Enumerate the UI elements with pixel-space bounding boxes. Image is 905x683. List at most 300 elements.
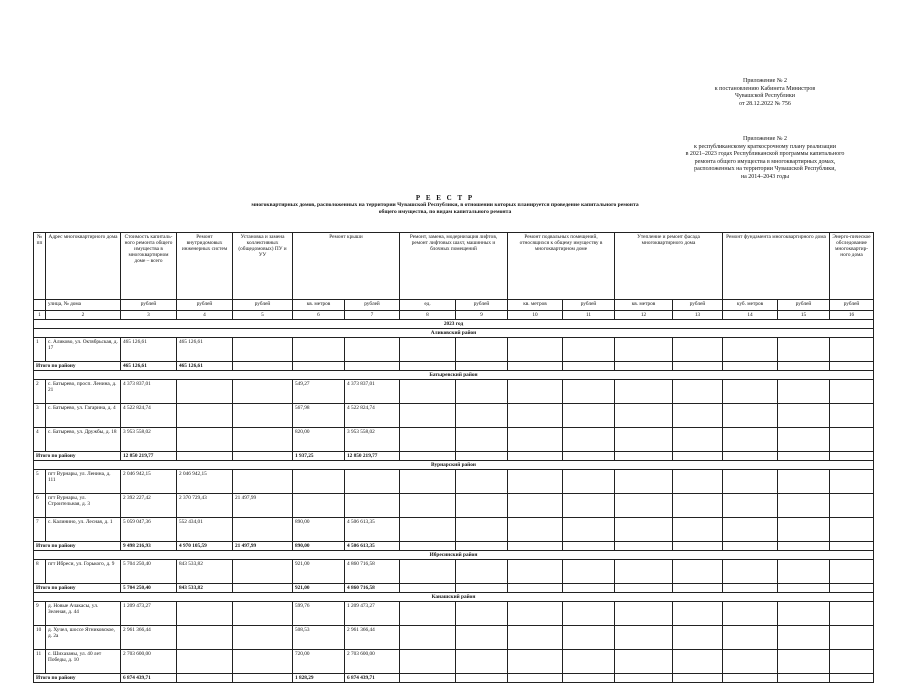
empty-cell	[830, 560, 874, 584]
empty-cell	[830, 584, 874, 593]
empty-cell	[615, 560, 673, 584]
district-total-label: Итого по району	[34, 452, 121, 461]
empty-cell	[508, 470, 563, 494]
engineering-cost-cell	[177, 428, 233, 452]
empty-cell	[563, 626, 615, 650]
district-name: Вурнарский район	[34, 461, 874, 470]
appendix-main-line: Приложение № 2	[743, 136, 787, 142]
table-header-row	[34, 233, 874, 300]
empty-cell	[673, 494, 723, 518]
meters-cost-cell	[233, 380, 293, 404]
empty-cell	[508, 602, 563, 626]
appendix-top-line: Приложение № 2	[743, 78, 787, 84]
empty-cell	[778, 494, 830, 518]
roof-cost-cell: 4 506 613,35	[345, 542, 400, 551]
district-total-label: Итого по району	[34, 584, 121, 593]
address-cell: с. Батырево, ул. Гагарина, д. 4	[46, 404, 121, 428]
roof-area-cell: 720,00	[293, 650, 345, 674]
empty-cell	[456, 518, 508, 542]
table-row	[34, 518, 874, 542]
unit-cell: кв. метров	[615, 300, 673, 311]
table-row	[34, 380, 874, 404]
empty-cell	[723, 674, 778, 683]
empty-cell	[830, 362, 874, 371]
empty-cell	[456, 494, 508, 518]
engineering-cost-cell	[177, 404, 233, 428]
district-name: Канашский район	[34, 593, 874, 602]
empty-cell	[830, 674, 874, 683]
column-number: 3	[121, 311, 177, 320]
engineering-cost-cell: 2 370 729,43	[177, 494, 233, 518]
col-header: Утепление и ремонт фасада многоквартирного дома	[615, 233, 723, 300]
district-name: Батыревский район	[34, 371, 874, 380]
district-row	[34, 461, 874, 470]
table-row	[34, 404, 874, 428]
total-cost-cell: 2 703 600,00	[121, 650, 177, 674]
district-total-row	[34, 584, 874, 593]
row-number: 9	[34, 602, 46, 626]
empty-cell	[778, 602, 830, 626]
engineering-cost-cell	[177, 380, 233, 404]
row-number: 3	[34, 404, 46, 428]
row-number: 5	[34, 470, 46, 494]
empty-cell	[456, 404, 508, 428]
unit-cell	[34, 300, 46, 311]
roof-cost-cell: 3 953 558,02	[345, 428, 400, 452]
appendix-main-line: расположенных на территории Чувашской Республики,	[694, 166, 836, 172]
meters-cost-cell	[233, 584, 293, 593]
empty-cell	[456, 560, 508, 584]
col-header: Стоимость капиталь-ного ремонта общего имущества в многоквартирном доме – всего	[121, 233, 177, 300]
col-header: Ремонт подвальных помещений, относящихся к общему имуществу в многоквартирном доме	[508, 233, 615, 300]
meters-cost-cell	[233, 428, 293, 452]
empty-cell	[778, 542, 830, 551]
district-total-row	[34, 362, 874, 371]
roof-area-cell	[293, 362, 345, 371]
total-cost-cell: 4 522 824,74	[121, 404, 177, 428]
col-header: Ремонт внутридомовых инженерных систем	[177, 233, 233, 300]
meters-cost-cell	[233, 560, 293, 584]
roof-cost-cell	[345, 362, 400, 371]
empty-cell	[400, 602, 456, 626]
empty-cell	[400, 584, 456, 593]
empty-cell	[830, 452, 874, 461]
empty-cell	[615, 650, 673, 674]
table-row	[34, 494, 874, 518]
column-number: 10	[508, 311, 563, 320]
empty-cell	[778, 674, 830, 683]
col-header: Установка и замена коллективных (общедомовых) ПУ и УУ	[233, 233, 293, 300]
engineering-cost-cell	[177, 650, 233, 674]
roof-area-cell: 1 937,25	[293, 452, 345, 461]
engineering-cost-cell: 2 046 942,15	[177, 470, 233, 494]
column-number: 11	[563, 311, 615, 320]
meters-cost-cell	[233, 674, 293, 683]
empty-cell	[563, 650, 615, 674]
table-row	[34, 650, 874, 674]
row-number: 7	[34, 518, 46, 542]
empty-cell	[723, 404, 778, 428]
empty-cell	[400, 494, 456, 518]
table-row	[34, 338, 874, 362]
empty-cell	[508, 362, 563, 371]
empty-cell	[723, 338, 778, 362]
empty-cell	[563, 452, 615, 461]
empty-cell	[615, 362, 673, 371]
empty-cell	[778, 650, 830, 674]
roof-cost-cell: 4 506 613,35	[345, 518, 400, 542]
district-total-row	[34, 674, 874, 683]
empty-cell	[400, 362, 456, 371]
meters-cost-cell	[233, 650, 293, 674]
engineering-cost-cell: 465 126,61	[177, 338, 233, 362]
empty-cell	[830, 650, 874, 674]
meters-cost-cell	[233, 602, 293, 626]
empty-cell	[400, 674, 456, 683]
empty-cell	[508, 584, 563, 593]
empty-cell	[830, 602, 874, 626]
empty-cell	[563, 404, 615, 428]
unit-cell: кв. метров	[508, 300, 563, 311]
empty-cell	[456, 338, 508, 362]
empty-cell	[563, 428, 615, 452]
empty-cell	[830, 518, 874, 542]
empty-cell	[508, 404, 563, 428]
empty-cell	[673, 542, 723, 551]
column-number: 15	[778, 311, 830, 320]
empty-cell	[723, 602, 778, 626]
total-cost-cell: 2 961 366,44	[121, 626, 177, 650]
empty-cell	[400, 542, 456, 551]
empty-cell	[615, 602, 673, 626]
empty-cell	[615, 428, 673, 452]
engineering-cost-cell: 4 970 105,59	[177, 542, 233, 551]
empty-cell	[563, 494, 615, 518]
empty-cell	[400, 560, 456, 584]
col-header: Ремонт, замена, модернизация лифтов, ремонт лифтовых шахт, машинных и блочных помещений	[400, 233, 508, 300]
district-row	[34, 329, 874, 338]
empty-cell	[723, 362, 778, 371]
empty-cell	[400, 428, 456, 452]
roof-cost-cell: 1 209 473,27	[345, 602, 400, 626]
empty-cell	[723, 428, 778, 452]
empty-cell	[400, 518, 456, 542]
table-row	[34, 626, 874, 650]
roof-area-cell: 890,00	[293, 518, 345, 542]
appendix-top-line: Чувашской Республики	[734, 93, 796, 99]
empty-cell	[673, 404, 723, 428]
empty-cell	[563, 338, 615, 362]
empty-cell	[563, 674, 615, 683]
empty-cell	[456, 542, 508, 551]
empty-cell	[673, 560, 723, 584]
empty-cell	[563, 518, 615, 542]
total-cost-cell: 2 046 942,15	[121, 470, 177, 494]
roof-area-cell	[293, 494, 345, 518]
empty-cell	[778, 584, 830, 593]
appendix-main-line: ремонта общего имущества в многоквартирных домах,	[694, 158, 836, 165]
row-number: 2	[34, 380, 46, 404]
empty-cell	[830, 428, 874, 452]
engineering-cost-cell: 552 434,01	[177, 518, 233, 542]
empty-cell	[615, 494, 673, 518]
empty-cell	[673, 338, 723, 362]
roof-area-cell: 508,53	[293, 626, 345, 650]
empty-cell	[778, 428, 830, 452]
empty-cell	[563, 560, 615, 584]
empty-cell	[508, 560, 563, 584]
district-row	[34, 371, 874, 380]
district-total-row	[34, 452, 874, 461]
appendix-main-line: на 2014–2043 годы	[740, 173, 790, 180]
empty-cell	[615, 452, 673, 461]
empty-cell	[508, 380, 563, 404]
column-number: 2	[46, 311, 121, 320]
address-cell: с. Калинино, ул. Лесная, д. 1	[46, 518, 121, 542]
empty-cell	[723, 494, 778, 518]
year-label: 2023 год	[34, 320, 874, 329]
empty-cell	[830, 470, 874, 494]
roof-cost-cell	[345, 338, 400, 362]
empty-cell	[778, 626, 830, 650]
empty-cell	[456, 452, 508, 461]
empty-cell	[723, 380, 778, 404]
engineering-cost-cell	[177, 626, 233, 650]
address-cell: с. Батырево, просп. Ленина, д. 21	[46, 380, 121, 404]
unit-cell: рублей	[830, 300, 874, 311]
empty-cell	[508, 338, 563, 362]
roof-cost-cell: 6 874 439,71	[345, 674, 400, 683]
col-header: Энерго-пическое обследование многоквартир-ного дома	[830, 233, 874, 300]
total-cost-cell: 12 850 219,77	[121, 452, 177, 461]
empty-cell	[508, 650, 563, 674]
unit-cell: улица, № дома	[46, 300, 121, 311]
col-header: № пп	[34, 233, 46, 300]
district-total-label: Итого по району	[34, 542, 121, 551]
empty-cell	[830, 380, 874, 404]
empty-cell	[673, 626, 723, 650]
empty-cell	[673, 518, 723, 542]
empty-cell	[400, 626, 456, 650]
roof-cost-cell: 4 373 837,01	[345, 380, 400, 404]
empty-cell	[400, 470, 456, 494]
address-cell: д. Новые Ачакасы, ул. Зеленая, д. 44	[46, 602, 121, 626]
row-number: 4	[34, 428, 46, 452]
appendix-top-line: от 28.12.2022 № 756	[739, 100, 791, 107]
engineering-cost-cell: 843 533,82	[177, 560, 233, 584]
roof-area-cell: 890,00	[293, 542, 345, 551]
empty-cell	[456, 470, 508, 494]
empty-cell	[456, 650, 508, 674]
empty-cell	[508, 494, 563, 518]
empty-cell	[563, 602, 615, 626]
unit-cell: рублей	[233, 300, 293, 311]
total-cost-cell: 2 392 227,42	[121, 494, 177, 518]
roof-area-cell	[293, 470, 345, 494]
empty-cell	[615, 674, 673, 683]
empty-cell	[830, 338, 874, 362]
roof-area-cell: 599,76	[293, 602, 345, 626]
row-number: 8	[34, 560, 46, 584]
roof-cost-cell: 12 850 219,77	[345, 452, 400, 461]
meters-cost-cell	[233, 362, 293, 371]
empty-cell	[456, 626, 508, 650]
roof-area-cell	[293, 338, 345, 362]
engineering-cost-cell	[177, 674, 233, 683]
column-number: 4	[177, 311, 233, 320]
total-cost-cell: 465 126,61	[121, 362, 177, 371]
roof-area-cell: 567,98	[293, 404, 345, 428]
empty-cell	[830, 494, 874, 518]
meters-cost-cell: 21 497,99	[233, 494, 293, 518]
column-number: 13	[673, 311, 723, 320]
unit-cell: куб. метров	[723, 300, 778, 311]
unit-cell: рублей	[563, 300, 615, 311]
empty-cell	[400, 452, 456, 461]
empty-cell	[563, 470, 615, 494]
meters-cost-cell	[233, 338, 293, 362]
district-name: Аликовский район	[34, 329, 874, 338]
unit-cell: рублей	[778, 300, 830, 311]
roof-cost-cell	[345, 470, 400, 494]
empty-cell	[508, 428, 563, 452]
address-cell: с. Батырево, ул. Дружбы, д. 18	[46, 428, 121, 452]
meters-cost-cell	[233, 470, 293, 494]
total-cost-cell: 3 953 558,02	[121, 428, 177, 452]
empty-cell	[723, 584, 778, 593]
registry-heading: Р Е Е С Т Р	[415, 194, 475, 202]
roof-area-cell: 549,27	[293, 380, 345, 404]
district-total-label: Итого по району	[34, 362, 121, 371]
empty-cell	[673, 452, 723, 461]
meters-cost-cell	[233, 626, 293, 650]
empty-cell	[723, 452, 778, 461]
registry-table	[33, 232, 874, 683]
empty-cell	[508, 674, 563, 683]
empty-cell	[508, 518, 563, 542]
column-number: 12	[615, 311, 673, 320]
appendix-main-line: в 2021–2023 годах Республиканской программы капитального	[685, 151, 845, 157]
empty-cell	[673, 584, 723, 593]
meters-cost-cell	[233, 404, 293, 428]
district-row	[34, 551, 874, 560]
appendix-main-line: к республиканскому краткосрочному плану реализации	[694, 143, 836, 150]
engineering-cost-cell: 465 126,61	[177, 362, 233, 371]
empty-cell	[673, 674, 723, 683]
empty-cell	[615, 584, 673, 593]
empty-cell	[673, 362, 723, 371]
address-cell: с. Шихазаны, ул. 40 лет Победы, д. 10	[46, 650, 121, 674]
appendix-main	[660, 136, 870, 181]
column-number: 9	[456, 311, 508, 320]
engineering-cost-cell	[177, 452, 233, 461]
empty-cell	[778, 404, 830, 428]
empty-cell	[615, 338, 673, 362]
unit-cell: кв. метров	[293, 300, 345, 311]
address-cell: пгт Ибреси, ул. Горького, д. 9	[46, 560, 121, 584]
empty-cell	[723, 650, 778, 674]
address-cell: пгт Вурнары, ул. Строительная, д. 3	[46, 494, 121, 518]
year-row	[34, 320, 874, 329]
empty-cell	[778, 362, 830, 371]
roof-cost-cell: 4 860 716,58	[345, 560, 400, 584]
roof-cost-cell: 2 703 600,00	[345, 650, 400, 674]
empty-cell	[456, 428, 508, 452]
empty-cell	[508, 452, 563, 461]
table-row	[34, 428, 874, 452]
total-cost-cell: 9 498 216,93	[121, 542, 177, 551]
engineering-cost-cell	[177, 602, 233, 626]
total-cost-cell: 5 704 250,40	[121, 584, 177, 593]
unit-cell: рублей	[177, 300, 233, 311]
empty-cell	[456, 362, 508, 371]
empty-cell	[456, 380, 508, 404]
empty-cell	[615, 542, 673, 551]
table-row	[34, 560, 874, 584]
total-cost-cell: 465 126,61	[121, 338, 177, 362]
empty-cell	[723, 626, 778, 650]
empty-cell	[615, 470, 673, 494]
total-cost-cell: 1 209 473,27	[121, 602, 177, 626]
roof-cost-cell: 4 860 716,58	[345, 584, 400, 593]
empty-cell	[400, 338, 456, 362]
empty-cell	[778, 470, 830, 494]
empty-cell	[778, 452, 830, 461]
column-number: 6	[293, 311, 345, 320]
unit-cell: ед.	[400, 300, 456, 311]
column-number: 5	[233, 311, 293, 320]
empty-cell	[723, 518, 778, 542]
roof-cost-cell: 2 961 366,44	[345, 626, 400, 650]
col-header: Ремонт фундамента многоквартирного дома	[723, 233, 830, 300]
district-total-row	[34, 542, 874, 551]
meters-cost-cell	[233, 518, 293, 542]
empty-cell	[400, 404, 456, 428]
engineering-cost-cell: 843 533,82	[177, 584, 233, 593]
empty-cell	[615, 380, 673, 404]
empty-cell	[615, 626, 673, 650]
row-number: 6	[34, 494, 46, 518]
unit-cell: рублей	[673, 300, 723, 311]
empty-cell	[456, 584, 508, 593]
empty-cell	[456, 602, 508, 626]
unit-cell: рублей	[345, 300, 400, 311]
unit-cell: рублей	[121, 300, 177, 311]
empty-cell	[830, 404, 874, 428]
empty-cell	[456, 674, 508, 683]
roof-cost-cell	[345, 494, 400, 518]
empty-cell	[508, 542, 563, 551]
empty-cell	[723, 560, 778, 584]
roof-area-cell: 820,00	[293, 428, 345, 452]
table-row	[34, 470, 874, 494]
column-number: 7	[345, 311, 400, 320]
empty-cell	[723, 542, 778, 551]
empty-cell	[508, 626, 563, 650]
column-number-row	[34, 311, 874, 320]
row-number: 1	[34, 338, 46, 362]
roof-area-cell: 921,00	[293, 560, 345, 584]
empty-cell	[830, 626, 874, 650]
document-title	[180, 194, 710, 216]
empty-cell	[778, 518, 830, 542]
empty-cell	[723, 470, 778, 494]
unit-cell: рублей	[456, 300, 508, 311]
empty-cell	[400, 380, 456, 404]
appendix-top	[690, 78, 840, 108]
district-total-label: Итого по району	[34, 674, 121, 683]
empty-cell	[778, 380, 830, 404]
